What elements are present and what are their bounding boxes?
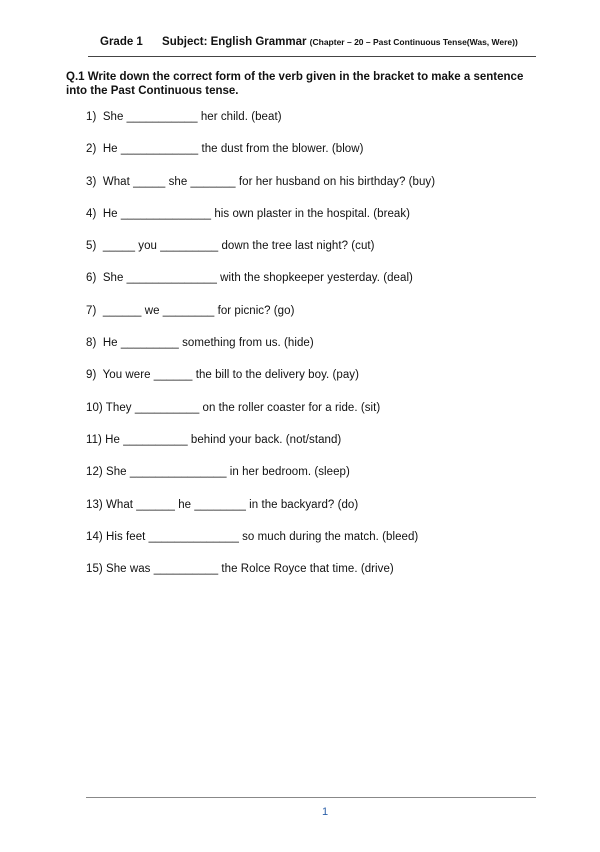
exercise-item: 12) She _______________ in her bedroom. (sleep) [86, 466, 350, 479]
exercise-item: 13) What ______ he ________ in the backyard? (do) [86, 498, 359, 511]
exercise-list [86, 111, 435, 595]
exercise-item: 15) She was __________ the Rolce Royce that time. (drive) [86, 563, 394, 576]
header-divider [88, 56, 536, 57]
page-number: 1 [321, 806, 329, 818]
exercise-item: 9) You were ______ the bill to the delivery boy. (pay) [86, 369, 359, 382]
page-header [100, 36, 518, 48]
exercise-item: 3) What _____ she _______ for her husband on his birthday? (buy) [86, 175, 436, 188]
subject-label: Subject: English Grammar [162, 36, 307, 48]
grade-label: Grade 1 [100, 36, 143, 48]
exercise-item: 11) He __________ behind your back. (not/stand) [86, 433, 342, 446]
chapter-label: (Chapter – 20 – Past Continuous Tense(Was, Were)) [309, 37, 518, 47]
exercise-item: 1) She ___________ her child. (beat) [86, 111, 282, 123]
exercise-item: 10) They __________ on the roller coaster for a ride. (sit) [86, 401, 381, 414]
exercise-item: 4) He ______________ his own plaster in the hospital. (break) [86, 207, 411, 220]
exercise-item: 7) ______ we ________ for picnic? (go) [86, 304, 295, 317]
exercise-item: 8) He _________ something from us. (hide) [86, 337, 314, 350]
exercise-item: 6) She ______________ with the shopkeeper yesterday. (deal) [86, 272, 413, 285]
footer-divider [86, 797, 536, 798]
exercise-item: 14) His feet ______________ so much during the match. (bleed) [86, 530, 419, 543]
exercise-item: 2) He ____________ the dust from the blower. (blow) [86, 143, 364, 156]
question-heading: Q.1 Write down the correct form of the verb given in the bracket to make a sentence into the Past Continuous tense. [66, 71, 524, 97]
exercise-item: 5) _____ you _________ down the tree last night? (cut) [86, 240, 375, 253]
